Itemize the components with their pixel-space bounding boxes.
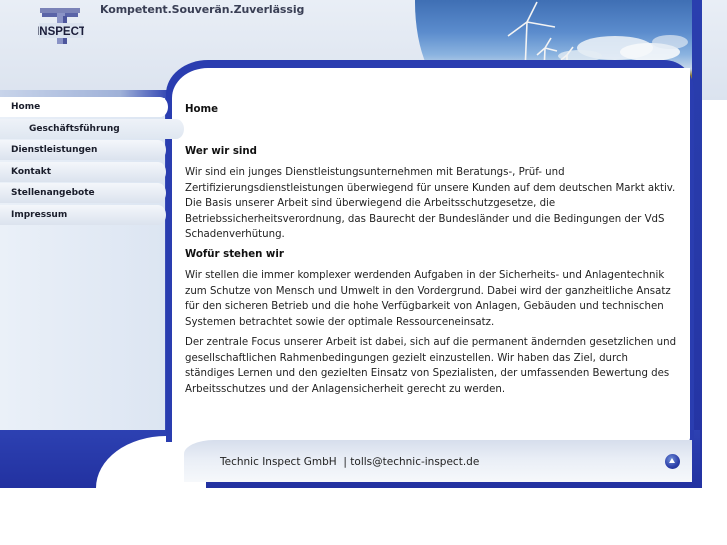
footer-separator: | <box>343 456 347 468</box>
footer-company: Technic Inspect GmbH <box>220 456 337 468</box>
slogan: Kompetent.Souverän.Zuverlässig <box>100 3 305 16</box>
nav-item-geschaeftsfuehrung[interactable]: Geschäftsführung <box>0 119 184 139</box>
nav-item-stellenangebote[interactable]: Stellenangebote <box>0 183 166 203</box>
nav-item-dienstleistungen[interactable]: Dienstleistungen <box>0 140 166 160</box>
nav-item-kontakt[interactable]: Kontakt <box>0 162 166 182</box>
nav-item-home[interactable]: Home <box>0 97 168 117</box>
svg-text:INSPECT: INSPECT <box>38 26 84 38</box>
sidebar-nav <box>0 97 168 226</box>
footer <box>220 456 479 468</box>
footer-email-link[interactable]: tolls@technic-inspect.de <box>350 456 480 468</box>
paragraph: Der zentrale Focus unserer Arbeit ist dabei, sich auf die permanent ändernden gesetzlichen und gesellschaftlichen Rahmenbedingungen gezielt einzustellen. Wir haben das Ziel, durch ständiges Lernen und den gezielten Einsatz von Spezialisten, der umfassenden Bewertung des Arbeitsschutzes und der Anlagensicherheit gerecht zu werden. <box>185 337 677 395</box>
nav-item-impressum[interactable]: Impressum <box>0 205 166 225</box>
page-title: Home <box>185 104 219 115</box>
inspect-logo[interactable] <box>38 6 84 46</box>
arrow-up-circle-icon[interactable] <box>665 454 680 469</box>
paragraph: Wir sind ein junges Dienstleistungsunternehmen mit Beratungs-, Prüf- und Zertifizierungsdienstleistungen überwiegend für unsere Kunden auf dem deutschen Markt aktiv. Die Basis unserer Arbeit sind überwiegend die Arbeitsschutzgesetze, die Betriebssicherheitsverordnung, das Baurecht der Bundesländer und die Bedingungen der VdS Schadenverhütung. <box>185 167 676 240</box>
section-heading: Wofür stehen wir <box>185 249 284 260</box>
section-heading: Wer wir sind <box>185 146 257 157</box>
paragraph: Wir stellen die immer komplexer werdenden Aufgaben in der Sicherheits- und Anlagentechnik zum Schutze von Mensch und Umwelt in den Vordergrund. Dabei wird der ganzheitliche Ansatz für den sicheren Betrieb und die hohe Verfügbarkeit von Anlagen, Gebäuden und technischen Systemen betrachtet sowie der optimale Ressourceneinsatz. <box>185 270 671 328</box>
